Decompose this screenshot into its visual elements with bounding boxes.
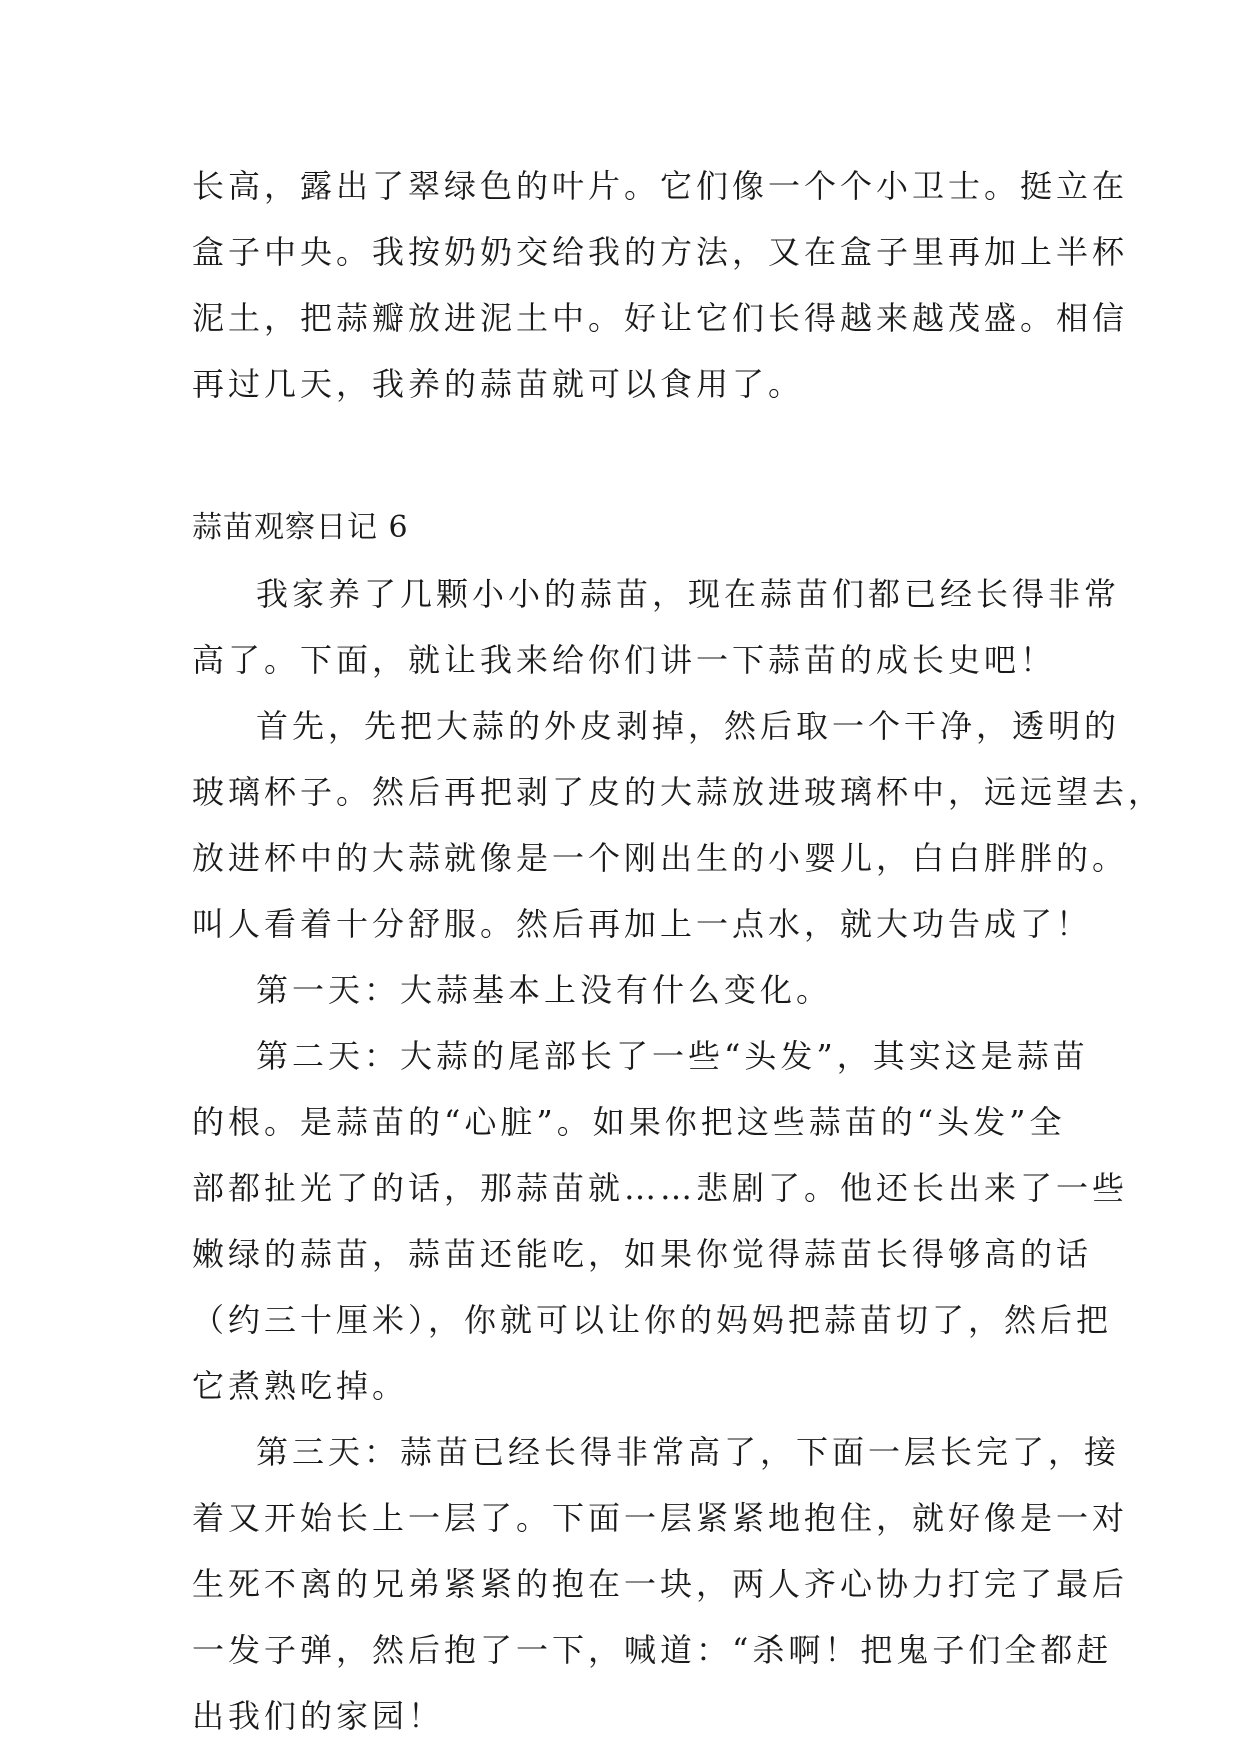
top-paragraph (192, 153, 1129, 417)
paragraph-preparation (192, 693, 1165, 957)
text-line: 它煮熟吃掉。 (192, 1367, 409, 1405)
text-line: 着又开始长上一层了。下面一层紧紧地抱住，就好像是一对 (192, 1499, 1129, 1537)
text-line: 生死不离的兄弟紧紧的抱在一块，两人齐心协力打完了最后 (192, 1565, 1129, 1603)
text-line: 第一天：大蒜基本上没有什么变化。 (256, 971, 833, 1009)
text-line: 放进杯中的大蒜就像是一个刚出生的小婴儿，白白胖胖的。 (192, 839, 1129, 877)
text-line: 第二天：大蒜的尾部长了一些“头发”，其实这是蒜苗 (256, 1037, 1089, 1075)
section-gap (192, 417, 1062, 495)
text-line: 嫩绿的蒜苗，蒜苗还能吃，如果你觉得蒜苗长得够高的话 (192, 1235, 1093, 1273)
paragraph-intro (192, 561, 1121, 693)
section-title: 蒜苗观察日记 6 (192, 510, 409, 545)
text-line: 首先，先把大蒜的外皮剥掉，然后取一个干净，透明的 (256, 707, 1121, 745)
text-line: 出我们的家园！ (192, 1697, 445, 1735)
text-line: 再过几天，我养的蒜苗就可以食用了。 (192, 365, 805, 403)
paragraph-day-one (192, 957, 1062, 1023)
text-line: 玻璃杯子。然后再把剥了皮的大蒜放进玻璃杯中，远远望去， (192, 773, 1165, 811)
text-line: 泥土，把蒜瓣放进泥土中。好让它们长得越来越茂盛。相信 (192, 299, 1129, 337)
text-line: 第三天：蒜苗已经长得非常高了，下面一层长完了，接 (256, 1433, 1121, 1471)
paragraph-day-two (192, 1023, 1129, 1419)
paragraph-day-three (192, 1419, 1129, 1749)
text-line: 的根。是蒜苗的“心脏”。如果你把这些蒜苗的“头发”全 (192, 1103, 1066, 1141)
text-line: 叫人看着十分舒服。然后再加上一点水，就大功告成了！ (192, 905, 1093, 943)
text-line: 盒子中央。我按奶奶交给我的方法，又在盒子里再加上半杯 (192, 233, 1129, 271)
text-line: （约三十厘米），你就可以让你的妈妈把蒜苗切了，然后把 (192, 1301, 1113, 1339)
text-line: 长高，露出了翠绿色的叶片。它们像一个个小卫士。挺立在 (192, 167, 1129, 205)
document-page (192, 153, 1165, 1749)
text-line: 高了。下面，就让我来给你们讲一下蒜苗的成长史吧！ (192, 641, 1057, 679)
text-line: 我家养了几颗小小的蒜苗，现在蒜苗们都已经长得非常 (256, 575, 1121, 613)
text-line: 一发子弹，然后抱了一下，喊道：“杀啊！把鬼子们全都赶 (192, 1631, 1113, 1669)
text-line: 部都扯光了的话，那蒜苗就……悲剧了。他还长出来了一些 (192, 1169, 1129, 1207)
